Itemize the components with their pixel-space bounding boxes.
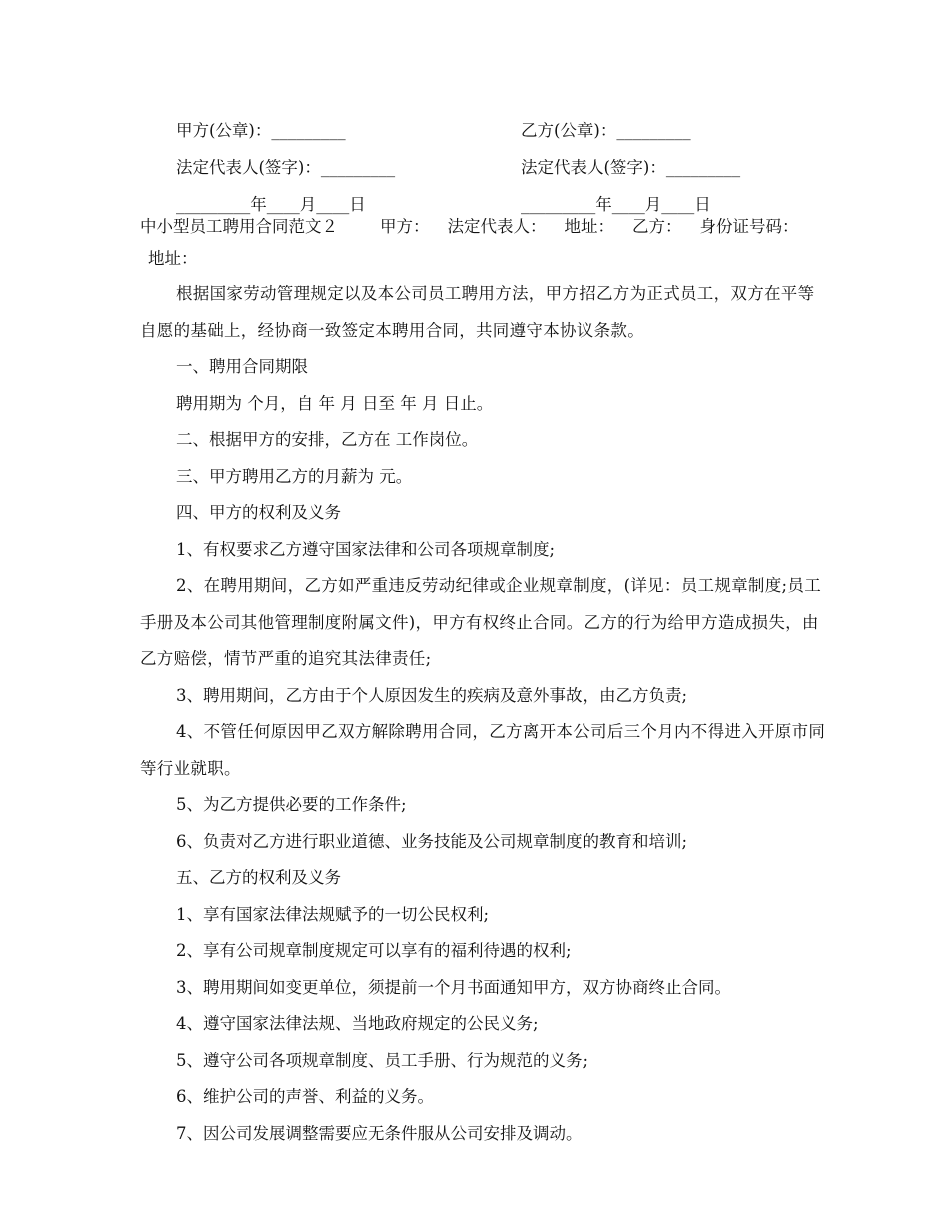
party-b-rep-line: 法定代表人(签字)：_________ [521, 158, 741, 177]
clause-a-5: 5、为乙方提供必要的工作条件; [176, 795, 407, 814]
contract-header-row [140, 212, 830, 241]
clause-heading-party-a-rights: 四、甲方的权利及义务 [176, 503, 341, 522]
clause-position: 二、根据甲方的安排，乙方在 工作岗位。 [176, 430, 479, 449]
clause-b-4: 4、遵守国家法律法规、当地政府规定的公民义务; [176, 1014, 539, 1033]
party-b-date-line: _________年____月____日 [521, 195, 711, 214]
field-address: 地址： [564, 217, 614, 236]
clause-term-period: 聘用期为 个月，自 年 月 日至 年 月 日止。 [176, 393, 494, 413]
field-id-number: 身份证号码： [699, 217, 799, 236]
clause-b-2: 2、享有公司规章制度规定可以享有的福利待遇的权利; [176, 941, 572, 960]
party-b-seal-line: 乙方(公章)：_________ [521, 121, 691, 140]
clause-a-1: 1、有权要求乙方遵守国家法律和公司各项规章制度; [176, 539, 556, 559]
clause-b-6: 6、维护公司的声誉、利益的义务。 [176, 1087, 434, 1106]
field-address-b: 地址： [148, 249, 198, 268]
document-title: 中小型员工聘用合同范文２ [140, 217, 338, 236]
party-a-rep-line: 法定代表人(签字)：_________ [176, 158, 396, 177]
clause-b-5: 5、遵守公司各项规章制度、员工手册、行为规范的义务; [176, 1050, 589, 1070]
party-b-signature [521, 112, 881, 223]
clause-b-7: 7、因公司发展调整需要应无条件服从公司安排及调动。 [176, 1123, 583, 1143]
clause-salary: 三、甲方聘用乙方的月薪为 元。 [176, 466, 413, 486]
clause-b-1: 1、享有国家法律法规赋予的一切公民权利; [176, 904, 490, 924]
field-party-a: 甲方： [380, 217, 430, 236]
clause-a-4: 4、不管任何原因甲乙双方解除聘用合同，乙方离开本公司后三个月内不得进入开原市同等行业就职。 [140, 722, 826, 778]
intro-paragraph: 根据国家劳动管理规定以及本公司员工聘用方法，甲方招乙方为正式员工，双方在平等自愿的基础上，经协商一致签定本聘用合同，共同遵守本协议条款。 [140, 284, 815, 340]
signature-block [0, 112, 950, 222]
field-party-b: 乙方： [632, 217, 682, 236]
clause-a-2: 2、在聘用期间，乙方如严重违反劳动纪律或企业规章制度，(详见：员工规章制度;员工手册及本公司其他管理制度附属文件)，甲方有权终止合同。乙方的行为给甲方造成损失，由乙方赔偿，情节严重的追究其法律责任; [140, 576, 821, 668]
clause-a-3: 3、聘用期间，乙方由于个人原因发生的疾病及意外事故，由乙方负责; [176, 685, 688, 705]
party-a-signature [176, 112, 536, 223]
party-a-seal-line: 甲方(公章)：_________ [176, 121, 346, 140]
clause-heading-party-b-rights: 五、乙方的权利及义务 [176, 868, 341, 887]
field-legal-rep: 法定代表人： [447, 217, 547, 236]
clause-b-3: 3、聘用期间如变更单位，须提前一个月书面通知甲方，双方协商终止合同。 [176, 977, 731, 997]
party-a-date-line: _________年____月____日 [176, 195, 366, 214]
clause-a-6: 6、负责对乙方进行职业道德、业务技能及公司规章制度的教育和培训; [176, 831, 688, 851]
contract-body [140, 212, 830, 1152]
clause-heading-term: 一、聘用合同期限 [176, 357, 308, 376]
